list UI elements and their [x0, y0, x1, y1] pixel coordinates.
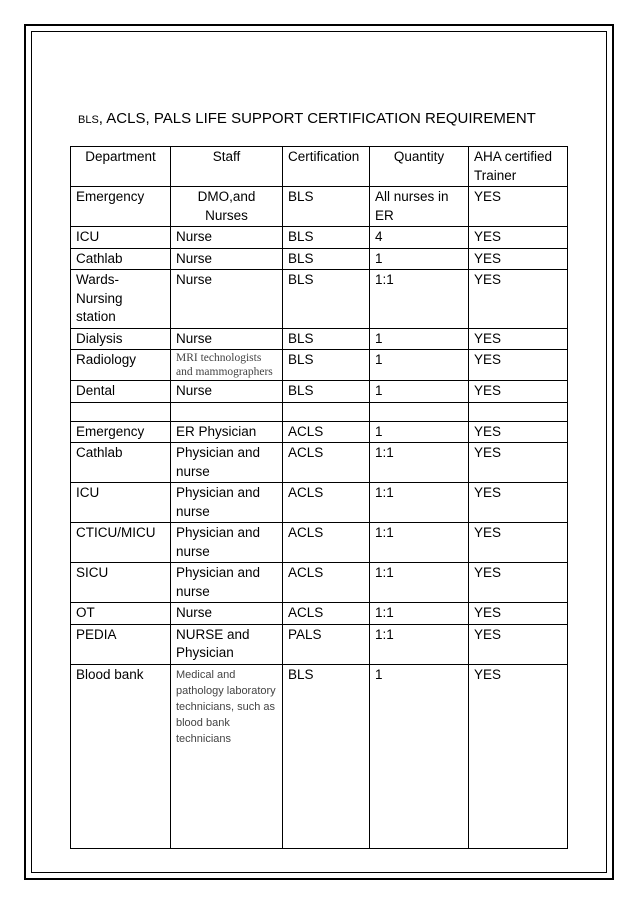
cell-staff: Physician and nurse [171, 443, 283, 483]
cell-quantity: 1:1 [370, 483, 469, 523]
header-trainer: AHA certified Trainer [469, 147, 568, 187]
cell-trainer: YES [469, 563, 568, 603]
header-certification: Certification [283, 147, 370, 187]
cell-trainer: YES [469, 421, 568, 443]
cell-department: Dental [71, 381, 171, 403]
cell-trainer: YES [469, 270, 568, 329]
cell-trainer: YES [469, 603, 568, 625]
cell-quantity: 1 [370, 421, 469, 443]
cell-quantity: 1:1 [370, 270, 469, 329]
table-row [71, 563, 568, 603]
cell-trainer: YES [469, 523, 568, 563]
cell-certification: BLS [283, 381, 370, 403]
table-row [71, 443, 568, 483]
cell-staff: Medical and pathology laboratory technicians, such as blood bank technicians [171, 664, 283, 848]
cell-trainer: YES [469, 187, 568, 227]
cell-department: PEDIA [71, 624, 171, 664]
table-row [71, 227, 568, 249]
page-title [78, 110, 536, 127]
cell-certification: PALS [283, 624, 370, 664]
cell-quantity: 1 [370, 381, 469, 403]
cell-department: Radiology [71, 350, 171, 381]
cell-trainer: YES [469, 381, 568, 403]
cell-trainer: YES [469, 443, 568, 483]
cell-quantity: 1:1 [370, 523, 469, 563]
cell-certification: ACLS [283, 563, 370, 603]
cell-certification: BLS [283, 328, 370, 350]
cell-certification: BLS [283, 248, 370, 270]
cell-trainer: YES [469, 328, 568, 350]
cell-staff: Nurse [171, 227, 283, 249]
table-row [71, 350, 568, 381]
cell-department: OT [71, 603, 171, 625]
cell-quantity: 1 [370, 664, 469, 848]
cell-department: Dialysis [71, 328, 171, 350]
cell-certification [283, 402, 370, 421]
cell-department: Cathlab [71, 443, 171, 483]
table-row [71, 248, 568, 270]
cell-staff: Physician and nurse [171, 483, 283, 523]
title-text: , ACLS, PALS LIFE SUPPORT CERTIFICATION REQUIREMENT [98, 110, 536, 127]
cell-staff: Nurse [171, 603, 283, 625]
cell-staff: ER Physician [171, 421, 283, 443]
cell-trainer: YES [469, 483, 568, 523]
cell-department: ICU [71, 227, 171, 249]
cell-department: Blood bank [71, 664, 171, 848]
cell-certification: BLS [283, 350, 370, 381]
table-row [71, 270, 568, 329]
cell-quantity: 1 [370, 350, 469, 381]
cell-quantity: 1 [370, 248, 469, 270]
cell-trainer [469, 402, 568, 421]
cell-quantity: 1:1 [370, 624, 469, 664]
cell-quantity: 1:1 [370, 563, 469, 603]
cell-staff: Physician and nurse [171, 523, 283, 563]
header-quantity: Quantity [370, 147, 469, 187]
cell-certification: BLS [283, 664, 370, 848]
cell-quantity [370, 402, 469, 421]
cell-department: SICU [71, 563, 171, 603]
table-row [71, 664, 568, 848]
cell-department: Emergency [71, 187, 171, 227]
cell-staff [171, 402, 283, 421]
cell-quantity: 1:1 [370, 443, 469, 483]
header-department: Department [71, 147, 171, 187]
cell-certification: ACLS [283, 443, 370, 483]
table-row [71, 187, 568, 227]
cell-department: Cathlab [71, 248, 171, 270]
table-row [71, 624, 568, 664]
cell-certification: BLS [283, 227, 370, 249]
cell-certification: ACLS [283, 523, 370, 563]
cell-staff: Nurse [171, 328, 283, 350]
cell-department: Wards-Nursing station [71, 270, 171, 329]
title-prefix: BLS [78, 114, 99, 126]
table-row [71, 523, 568, 563]
cell-trainer: YES [469, 227, 568, 249]
certification-table [70, 146, 568, 849]
cell-certification: ACLS [283, 483, 370, 523]
table-row-blank [71, 402, 568, 421]
table-row [71, 603, 568, 625]
cell-certification: ACLS [283, 603, 370, 625]
cell-department: ICU [71, 483, 171, 523]
table-row [71, 483, 568, 523]
cell-department: CTICU/MICU [71, 523, 171, 563]
header-staff: Staff [171, 147, 283, 187]
cell-trainer: YES [469, 624, 568, 664]
cell-trainer: YES [469, 664, 568, 848]
cell-department [71, 402, 171, 421]
cell-staff: NURSE and Physician [171, 624, 283, 664]
table-row [71, 421, 568, 443]
cell-trainer: YES [469, 248, 568, 270]
cell-staff: MRI technologists and mammographers [171, 350, 283, 381]
cell-certification: BLS [283, 187, 370, 227]
cell-quantity: 1 [370, 328, 469, 350]
cell-certification: ACLS [283, 421, 370, 443]
cell-quantity: 4 [370, 227, 469, 249]
table-header-row [71, 147, 568, 187]
cell-staff: Nurse [171, 270, 283, 329]
table-row [71, 328, 568, 350]
cell-staff: Nurse [171, 248, 283, 270]
cell-certification: BLS [283, 270, 370, 329]
table-row [71, 381, 568, 403]
cell-department: Emergency [71, 421, 171, 443]
cell-quantity: 1:1 [370, 603, 469, 625]
cell-trainer: YES [469, 350, 568, 381]
cell-staff: Physician and nurse [171, 563, 283, 603]
cell-staff: Nurse [171, 381, 283, 403]
cell-quantity: All nurses in ER [370, 187, 469, 227]
cell-staff: DMO,and Nurses [171, 187, 283, 227]
